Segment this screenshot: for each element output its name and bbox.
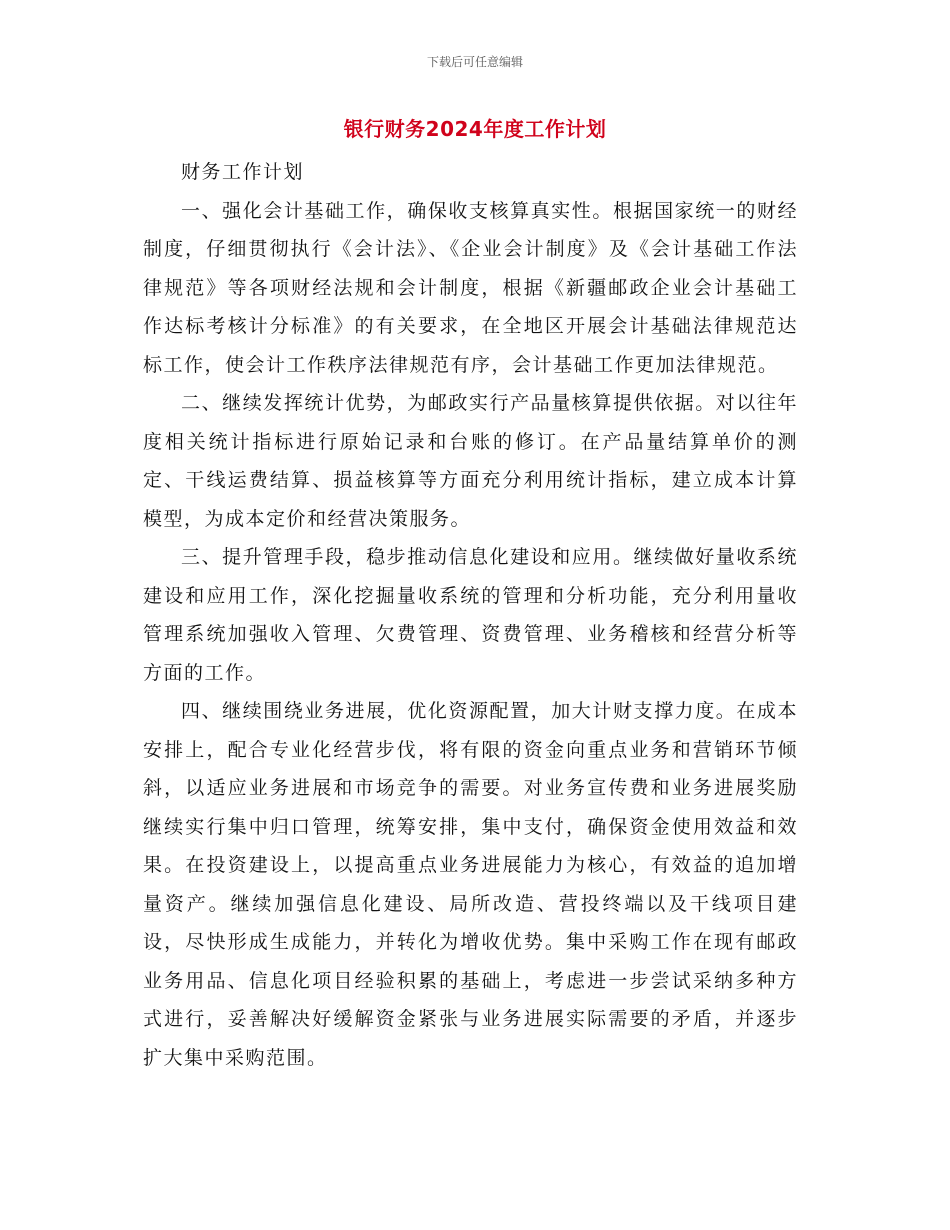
- paragraph-1: 一、强化会计基础工作，确保收支核算真实性。根据国家统一的财经制度，仔细贯彻执行《会计法》、《企业会计制度》及《会计基础工作法律规范》等各项财经法规和会计制度，根据《新疆邮政企业会计基础工作达标考核计分标准》的有关要求，在全地区开展会计基础法律规范达标工作，使会计工作秩序法律规范有序，会计基础工作更加法律规范。: [143, 199, 798, 376]
- paragraph-3: 三、提升管理手段，稳步推动信息化建设和应用。继续做好量收系统建设和应用工作，深化挖掘量收系统的管理和分析功能，充分利用量收管理系统加强收入管理、欠费管理、资费管理、业务稽核和经营分析等方面的工作。: [143, 546, 798, 684]
- paragraph-2: 二、继续发挥统计优势，为邮政实行产品量核算提供依据。对以往年度相关统计指标进行原始记录和台账的修订。在产品量结算单价的测定、干线运费结算、损益核算等方面充分利用统计指标，建立成本计算模型，为成本定价和经营决策服务。: [143, 392, 798, 530]
- paragraph-4: 四、继续围绕业务进展，优化资源配置，加大计财支撑力度。在成本安排上，配合专业化经营步伐，将有限的资金向重点业务和营销环节倾斜，以适应业务进展和市场竞争的需要。对业务宣传费和业务进展奖励继续实行集中归口管理，统筹安排，集中支付，确保资金使用效益和效果。在投资建设上，以提高重点业务进展能力为核心，有效益的追加增量资产。继续加强信息化建设、局所改造、营投终端以及干线项目建设，尽快形成生成能力，并转化为增收优势。集中采购工作在现有邮政业务用品、信息化项目经验积累的基础上，考虑进一步尝试采纳多种方式进行，妥善解决好缓解资金紧张与业务进展实际需要的矛盾，并逐步扩大集中采购范围。: [143, 700, 798, 1069]
- document-body: [143, 153, 798, 1077]
- page-header-note: 下载后可任意编辑: [426, 55, 523, 69]
- document-title: 银行财务2024年度工作计划: [343, 117, 607, 141]
- paragraph-heading: 财务工作计划: [181, 161, 305, 183]
